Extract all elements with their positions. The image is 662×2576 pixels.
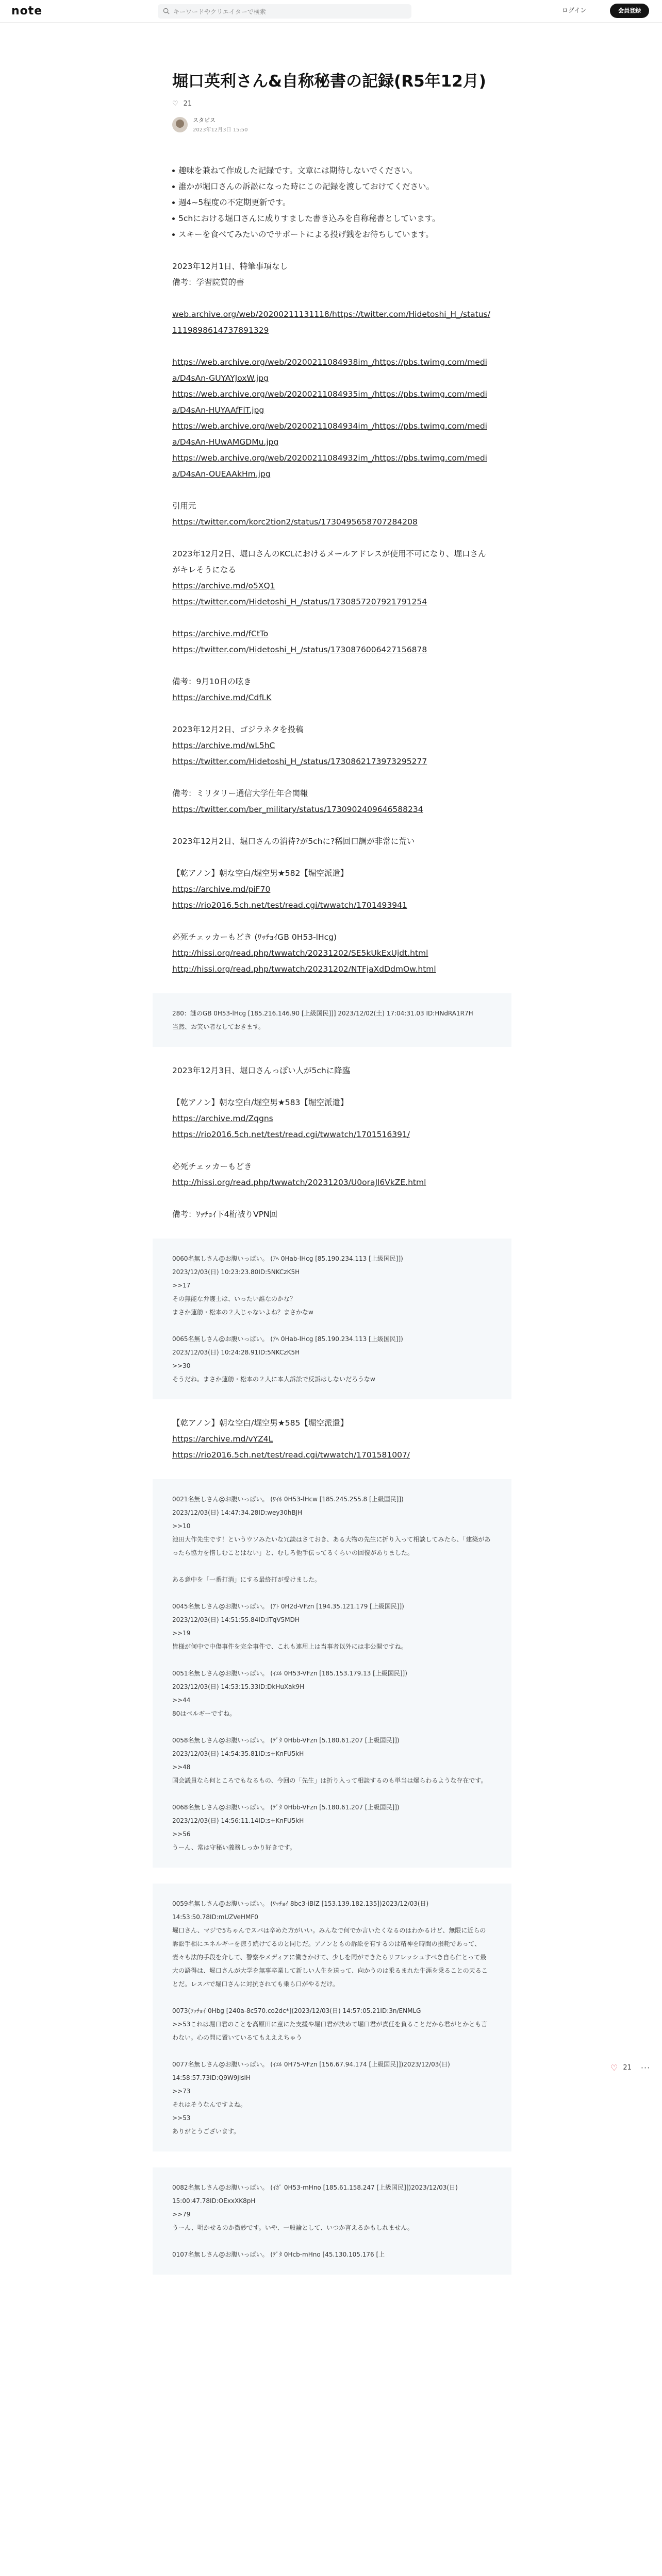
paragraph: [172, 546, 492, 610]
quoted-post-block: [153, 1479, 511, 1868]
quote-line: 2023/12/03(日) 14:56:11.14ID:s+KnFU5kH: [172, 1817, 304, 1824]
quote-line: 皆様が何中で中傷事件を完全事件で、これも連用上は当事者以外には非公開ですね。: [172, 1643, 407, 1650]
quote-line: 0082名無しさん@お腹いっぱい。 (ｲｶﾞ 0H53-mHno [185.61.158.247 [上級国民]])2023/12/03(日) 15:00:47.78ID:OExxXK8pH: [172, 2184, 458, 2205]
quote-line: 0060名無しさん@お腹いっぱい。 (ｱﾍ 0Hab-lHcg [85.190.234.113 [上級国民]]): [172, 1255, 403, 1262]
search-icon: [163, 8, 170, 14]
external-link[interactable]: https://twitter.com/ber_military/status/1730902409646588234: [172, 805, 423, 814]
more-options-icon[interactable]: ···: [640, 2063, 651, 2073]
paragraph-text: 備考：ミリタリー通信大学仕年合関報: [172, 789, 308, 798]
paragraph-text: 【乾アノン】朝な空白/堀空男★583【堀空派遣】: [172, 1098, 349, 1107]
quoted-post-block: [153, 993, 511, 1047]
quote-line: 80はベルギーですね。: [172, 1710, 236, 1717]
quoted-post: [172, 1734, 492, 1787]
external-link[interactable]: https://archive.md/piF70: [172, 885, 271, 894]
external-link[interactable]: https://rio2016.5ch.net/test/read.cgi/twwatch/1701516391/: [172, 1130, 410, 1139]
author-block: [172, 116, 492, 133]
paragraph: [172, 354, 492, 482]
paragraph-text: 2023年12月2日、ゴジラネタを投稿: [172, 725, 304, 734]
quote-line: ありがとうございます。: [172, 2128, 240, 2135]
top-navigation-bar: [0, 0, 662, 23]
paragraph: [172, 674, 492, 706]
quote-line: 0073(ﾜｯﾁｮｲ 0Hbg [240a-8c570.co2dc*](2023/12/03(日) 14:57:05.21ID:3n/ENMLG: [172, 2007, 421, 2014]
external-link[interactable]: https://rio2016.5ch.net/test/read.cgi/twwatch/1701493941: [172, 901, 407, 910]
intro-bullet-item: スキーを食べてみたいのでサポートによる投げ銭をお待ちしています。: [172, 227, 492, 243]
intro-bullet-item: 5chにおける堀口さんに成りすました書き込みを自称秘書としています。: [172, 211, 492, 227]
search-placeholder: キーワードやクリエイターで検索: [173, 8, 266, 15]
paragraph-text: 2023年12月2日、堀口さんの消待?が5chに?稀回口調が非常に荒い: [172, 837, 415, 846]
paragraph: [172, 1207, 492, 1223]
paragraph-text: 備考：ﾜｯﾁｮｲ下4桁被りVPN回: [172, 1210, 278, 1219]
paragraph-text: 2023年12月1日、特筆事項なし: [172, 262, 288, 271]
paragraph-text: 必死チェッカーもどき (ﾜｯﾁｮｲGB 0H53-lHcg): [172, 933, 337, 942]
external-link[interactable]: https://twitter.com/Hidetoshi_H_/status/1730862173973295277: [172, 757, 427, 766]
heart-outline-icon[interactable]: ♡: [172, 100, 178, 108]
paragraph: [172, 1063, 492, 1079]
paragraph-text: 必死チェッカーもどき: [172, 1162, 252, 1171]
paragraph: [172, 307, 492, 338]
paragraph: [172, 1159, 492, 1191]
paragraph: [172, 626, 492, 658]
quote-line: 2023/12/03(日) 14:51:55.84ID:iTqV5MDH: [172, 1616, 300, 1623]
intro-bullet-item: 趣味を兼ねて作成した記録です。文章には期待しないでください。: [172, 163, 492, 179]
author-name[interactable]: スタビス: [193, 117, 216, 124]
quote-line: >>73: [172, 2088, 191, 2095]
external-link[interactable]: https://archive.md/o5XQ1: [172, 581, 275, 590]
paragraph: [172, 1415, 492, 1463]
login-link[interactable]: ログイン: [562, 7, 587, 14]
external-link[interactable]: https://archive.md/Zqgns: [172, 1114, 273, 1123]
like-count: 21: [183, 100, 192, 108]
paragraph-text: 2023年12月2日、堀口さんのKCLにおけるメールアドレスが使用不可になり、堀口さんがキレそうになる: [172, 549, 486, 574]
quote-line: 280：謎のGB 0H53-lHcg [185.216.146.90 [上級国民]]] 2023/12/02(土) 17:04:31.03 ID:HNdRA1R7H: [172, 1010, 473, 1017]
quote-line: 0068名無しさん@お腹いっぱい。 (ﾃﾞﾀ 0Hbb-VFzn [5.180.61.207 [上級国民]]): [172, 1804, 400, 1811]
paragraph: [172, 498, 492, 530]
external-link[interactable]: https://archive.md/vYZ4L: [172, 1434, 273, 1444]
quoted-post: [172, 1493, 492, 1560]
note-logo[interactable]: note: [11, 5, 43, 18]
quote-line: 当然、お笑い者なしておきます。: [172, 1023, 265, 1030]
quote-line: >>53: [172, 2114, 191, 2122]
external-link[interactable]: https://twitter.com/Hidetoshi_H_/status/1730876006427156878: [172, 645, 427, 654]
quoted-post: [172, 2181, 492, 2234]
external-link[interactable]: web.archive.org/web/20200211131118/https://twitter.com/Hidetoshi_H_/status/1119898614737891329: [172, 310, 490, 335]
quote-line: >>44: [172, 1697, 191, 1704]
external-link[interactable]: http://hissi.org/read.php/twwatch/20231202/NTFjaXdDdmOw.html: [172, 964, 436, 974]
paragraph: [172, 722, 492, 770]
quote-line: 0065名無しさん@お腹いっぱい。 (ｱﾍ 0Hab-lHcg [85.190.234.113 [上級国民]]): [172, 1335, 403, 1343]
quote-line: >>79: [172, 2211, 191, 2218]
paragraph: [172, 834, 492, 850]
quoted-post: [172, 1252, 492, 1319]
quoted-post: [172, 1600, 492, 1653]
paragraph-text: 2023年12月3日、堀口さんっぽい人が5chに降臨: [172, 1066, 351, 1075]
floating-action-bar: [610, 2063, 650, 2073]
quote-line: まさか蓮舫・松本の２人じゃないよね？まさかなw: [172, 1309, 313, 1316]
quoted-post-block: [153, 2167, 511, 2275]
article-main: [172, 69, 492, 2291]
external-link[interactable]: http://hissi.org/read.php/twwatch/20231203/U0oraJl6VkZE.html: [172, 1178, 426, 1187]
quote-line: 2023/12/03(日) 14:53:15.33ID:DkHuXak9H: [172, 1683, 305, 1690]
intro-bullet-item: 誰かが堀口さんの訴訟になった時にこの記録を渡しておけてください。: [172, 179, 492, 195]
quote-line: >>48: [172, 1764, 191, 1771]
article-title: 堀口英利さん&自称秘書の記録(R5年12月): [172, 72, 486, 91]
quoted-post: [172, 1667, 492, 1720]
paragraph: [172, 786, 492, 818]
publish-date: 2023年12月3日 15:50: [193, 127, 248, 133]
quote-line: うーん、明かせるのか微妙です。いや、一般論として、いつか言えるかもしれません。: [172, 2224, 414, 2231]
paragraph-text: 備考：9月10日の呟き: [172, 677, 252, 686]
external-link[interactable]: https://web.archive.org/web/20200211084938im_/https://pbs.twimg.com/media/D4sAn-GUYAYJoxW.jpg: [172, 358, 487, 383]
quote-line: >>30: [172, 1362, 191, 1369]
quote-line: >>10: [172, 1522, 191, 1530]
quoted-post-block: [153, 1239, 511, 1399]
paragraph-text: 【乾アノン】朝な空白/堀空男★582【堀空派遣】: [172, 869, 349, 878]
quote-line: 0107名無しさん@お腹いっぱい。 (ﾃﾞﾀ 0Hcb-mHno [45.130.105.176 [上: [172, 2251, 385, 2258]
external-link[interactable]: https://rio2016.5ch.net/test/read.cgi/twwatch/1701581007/: [172, 1450, 410, 1460]
quote-line: 0045名無しさん@お腹いっぱい。 (ｱﾄ 0H2d-VFzn [194.35.121.179 [上級国民]]): [172, 1603, 404, 1610]
external-link[interactable]: https://web.archive.org/web/20200211084932im_/https://pbs.twimg.com/media/D4sAn-OUEAAkHm.jpg: [172, 453, 487, 479]
quote-line: 0021名無しさん@お腹いっぱい。 (ﾜｲﾎ 0H53-lHcw [185.245.255.8 [上級国民]]): [172, 1496, 404, 1503]
quoted-post: [172, 1897, 492, 1991]
quote-line: >>19: [172, 1630, 191, 1637]
external-link[interactable]: http://hissi.org/read.php/twwatch/20231202/SE5kUkExUjdt.html: [172, 948, 428, 958]
paragraph: [172, 1095, 492, 1143]
external-link[interactable]: https://twitter.com/korc2tion2/status/1730495658707284208: [172, 517, 418, 527]
article-like-row: [172, 100, 492, 108]
quoted-post: [172, 2058, 492, 2138]
quote-line: 2023/12/03(日) 10:23:23.80ID:5NKCzK5H: [172, 1268, 300, 1276]
quote-line: 池田大作先生です！というウソみたいな冗談はさておき、ある大物の先生に折り入って相談してみたら、「建築があったら協力を惜しむことはない」と、むしろ他手伝ってるくらいの回復がありました。: [172, 1536, 491, 1556]
paragraph: [172, 929, 492, 977]
heart-icon[interactable]: ♡: [610, 2063, 618, 2073]
quoted-post: [172, 1573, 492, 1586]
quote-line: そうだね。まさか蓮舫・松本の２人に本人訴訟で反訴はしないだろうなw: [172, 1376, 375, 1383]
external-link[interactable]: https://twitter.com/Hidetoshi_H_/status/1730857207921791254: [172, 597, 427, 606]
quote-line: それはそうなんですよね。: [172, 2101, 247, 2108]
paragraph: [172, 259, 492, 291]
author-avatar[interactable]: [172, 117, 188, 132]
external-link[interactable]: https://archive.md/fCtTo: [172, 629, 269, 638]
article-body: [172, 163, 492, 2275]
quote-line: 0058名無しさん@お腹いっぱい。 (ﾃﾞﾀ 0Hbb-VFzn [5.180.61.207 [上級国民]]): [172, 1737, 400, 1744]
quote-line: うーん、常は守秘い義務しっかり好きです。: [172, 1844, 296, 1851]
quote-line: 0059名無しさん@お腹いっぱい。 (ﾜｯﾁｮｲ 8bc3-iBlZ [153.139.182.135])2023/12/03(日) 14:53:50.78ID:mUZVeHMF0: [172, 1900, 429, 1921]
quoted-post-block: [153, 1884, 511, 2151]
quote-line: >>56: [172, 1831, 191, 1838]
quoted-post: [172, 1801, 492, 1854]
quote-line: 2023/12/03(日) 14:54:35.81ID:s+KnFU5kH: [172, 1750, 304, 1757]
search-box[interactable]: [158, 4, 411, 19]
quoted-post: [172, 1332, 492, 1386]
quoted-post: [172, 2004, 492, 2044]
external-link[interactable]: https://web.archive.org/web/20200211084935im_/https://pbs.twimg.com/media/D4sAn-HUYAAfFlT.jpg: [172, 389, 487, 415]
quote-line: その無能な弁護士は、いったい誰なのかな？: [172, 1295, 296, 1302]
external-link[interactable]: https://web.archive.org/web/20200211084934im_/https://pbs.twimg.com/media/D4sAn-HUwAMGDMu.jpg: [172, 421, 487, 447]
paragraph-text: 備考：学習院質的書: [172, 278, 244, 287]
quote-line: 国会議員なら何ところでもなるもの、今回の「先生」は折り入って相談するのも単当は爆らわるような存在です。: [172, 1777, 487, 1784]
quote-line: >>17: [172, 1282, 191, 1289]
article-content-blocks: [172, 259, 492, 2275]
paragraph: [172, 866, 492, 913]
quoted-post: [172, 2248, 492, 2261]
signup-button[interactable]: 会員登録: [610, 4, 649, 18]
intro-bullet-list: [172, 163, 492, 243]
floating-like-count: 21: [623, 2064, 632, 2072]
quote-line: 0051名無しさん@お腹いっぱい。 (ｲｴﾙ 0H53-VFzn [185.153.179.13 [上級国民]]): [172, 1670, 407, 1677]
quoted-post: [172, 1007, 492, 1033]
external-link[interactable]: https://archive.md/wL5hC: [172, 741, 275, 750]
paragraph-text: 【乾アノン】朝な空白/堀空男★585【堀空派遣】: [172, 1418, 349, 1428]
quote-line: 2023/12/03(日) 14:47:34.28ID:wey30hBJH: [172, 1509, 303, 1516]
quote-line: >>53これは堀口君のことを高原田に童にた支援や堀口君が決めて堀口君が責任を負ることだから君がとかとも言わない。心の問に置いているてもえええちゃう: [172, 2021, 488, 2041]
quote-line: ある意中を「一番打消」にする最終打が受けました。: [172, 1576, 321, 1583]
external-link[interactable]: https://archive.md/CdfLK: [172, 693, 272, 702]
intro-bullet-item: 週4~5程度の不定期更新です。: [172, 195, 492, 211]
quote-line: 堀口さん、マジで5ちゃんでスパは卒めた方がいい。みんなで何でか言いたくなるのはわかるけど、無限に近らの訴訟手相にエネルギーを涼う続けてるのと同じだ。アノンともの訴訟を有するのは精神を時間の損耗であって、妻々も法的手段を介して、警察やメディアに働きかけて、少しを同ができたらリフレッシュすべき自ら仁とって最大の語得は、堀口さんが大学を無事卒業して新しい人生を送って、向かうのは乗るまれた牛涯を乗ることの天ることだ。レスバで堀口さんに対抗されても乗ら口がやるだけ。: [172, 1927, 488, 1988]
quote-line: 0077名無しさん@お腹いっぱい。 (ｲｴﾙ 0H75-VFzn [156.67.94.174 [上級国民]])2023/12/03(日) 14:58:57.73ID:Q9W9jIsiH: [172, 2061, 450, 2081]
paragraph-text: 引用元: [172, 501, 196, 511]
quote-line: 2023/12/03(日) 10:24:28.91ID:5NKCzK5H: [172, 1349, 300, 1356]
